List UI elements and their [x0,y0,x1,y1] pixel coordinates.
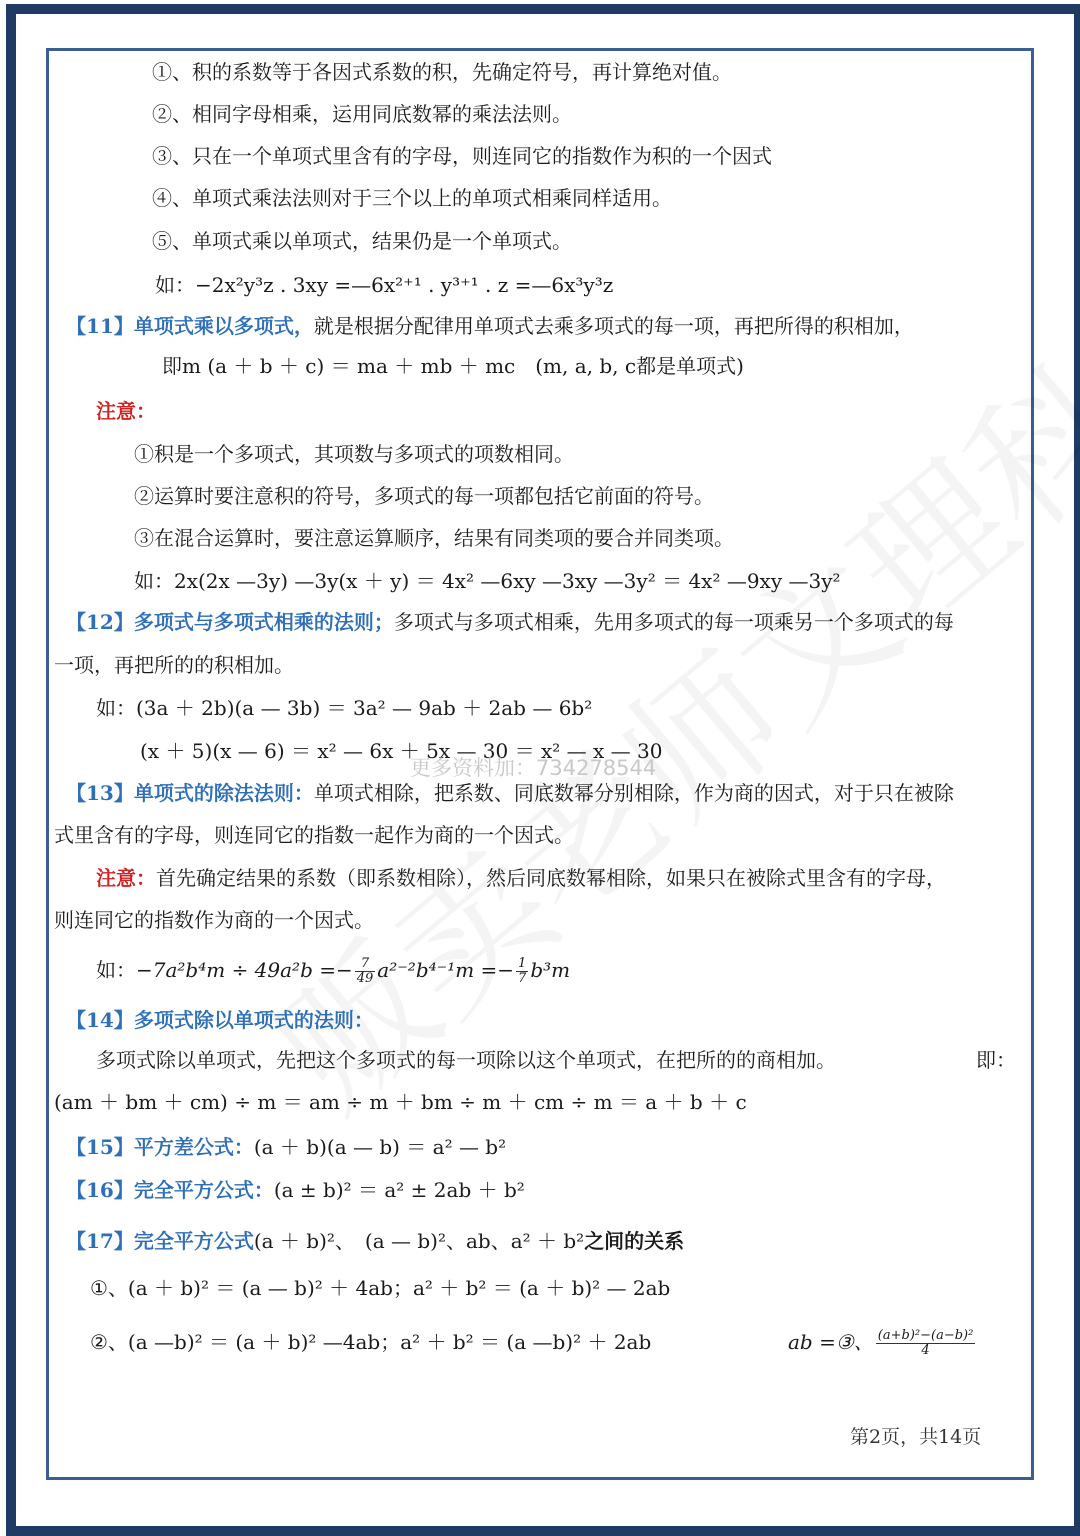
example-prefix: 如： [96,958,136,982]
section-12 [66,608,954,636]
example-rhs: b³m [530,958,571,982]
section-11 [66,312,914,340]
page-number-footer: 第2页，共14页 [850,1426,982,1448]
section-12-example-1: 如：(3a ＋ 2b)(a — 3b) ＝ 3a² — 9ab ＋ 2ab — 6b² [96,696,593,720]
section-13 [66,779,954,807]
section-17-title-formula: (a ＋ b)²、 (a — b)²、ab、a² ＋ b² [253,1229,585,1253]
section-17-item-3 [788,1322,977,1362]
section-12-title: 【12】多项式与多项式相乘的法则； [66,610,394,634]
section-15 [66,1133,506,1161]
section-17-item-1: ①、(a ＋ b)² ＝ (a — b)² ＋ 4ab；a² ＋ b² ＝ (a ＋ b)² — 2ab [90,1276,671,1300]
section-15-title: 【15】平方差公式： [66,1135,254,1159]
section-13-title: 【13】单项式的除法法则： [66,781,314,805]
section-16 [66,1176,525,1204]
section-13-note-2: 则连同它的指数作为商的一个因式。 [54,908,374,932]
section-14-ji: 即： [976,1048,1016,1072]
section-13-note [96,864,946,892]
rule-item-5: ⑤、单项式乘以单项式，结果仍是一个单项式。 [152,229,572,253]
example-mid: a²⁻²b⁴⁻¹m =− [377,958,515,982]
fraction-1-7 [516,957,528,986]
section-13-note-1: 首先确定结果的系数（即系数相除），然后同底数幂相除，如果只在被除式里含有的字母， [156,866,946,890]
contact-watermark: 更多资料加：734278544 [410,756,657,780]
section-12-text-2: 一项，再把所的的积相加。 [54,653,294,677]
section-17-title: 【17】完全平方公式 [66,1229,254,1253]
section-11-title: 【11】单项式乘以多项式， [66,314,314,338]
fraction-denominator: 4 [921,1343,930,1358]
rule-item-3: ③、只在一个单项式里含有的字母，则连同它的指数作为积的一个因式 [152,144,772,168]
section-11-note-2: ②运算时要注意积的符号，多项式的每一项都包括它前面的符号。 [134,484,714,508]
section-13-example [96,950,570,990]
section-14-text: 多项式除以单项式，先把这个多项式的每一项除以这个单项式，在把所的的商相加。 [96,1048,836,1072]
section-14-title: 【14】多项式除以单项式的法则： [66,1008,374,1032]
section-16-title: 【16】完全平方公式： [66,1178,274,1202]
rule-item-1: ①、积的系数等于各因式系数的积，先确定符号，再计算绝对值。 [152,60,732,84]
section-17-item-2: ②、(a —b)² ＝ (a ＋ b)² —4ab；a² ＋ b² ＝ (a —b)² ＋ 2ab [90,1330,652,1354]
section-17-title-tail: 之间的关系 [584,1229,685,1253]
fraction-ab [876,1329,976,1358]
rule-item-4: ④、单项式乘法法则对于三个以上的单项式相乘同样适用。 [152,186,672,210]
fraction-numerator: 7 [355,957,376,972]
section-16-formula: (a ± b)² ＝ a² ± 2ab ＋ b² [273,1178,525,1202]
section-13-text-1: 单项式相除，把系数、同底数幂分别相除，作为商的因式，对于只在被除 [313,781,954,805]
fraction-denominator: 7 [518,971,527,986]
section-11-note-label: 注意： [96,399,156,423]
item-3-lhs: ab =③、 [788,1330,874,1354]
fraction-numerator: (a+b)²−(a−b)² [877,1328,974,1343]
example-10: 如：−2x²y³z . 3xy =—6x²⁺¹ . y³⁺¹ . z =—6x³y³z [155,273,614,297]
section-14-formula: (am ＋ bm ＋ cm) ÷ m ＝ am ÷ m ＋ bm ÷ m ＋ cm ÷ m ＝ a ＋ b ＋ c [54,1090,747,1114]
example-lhs: −7a²b⁴m ÷ 49a²b =− [136,958,353,982]
section-11-example: 如：2x(2x —3y) —3y(x ＋ y) ＝ 4x² —6xy —3xy —3y² ＝ 4x² —9xy —3y² [134,569,841,593]
fraction-7-49 [355,957,376,986]
fraction-denominator: 49 [356,971,374,986]
section-17 [66,1227,684,1255]
section-13-text-2: 式里含有的字母，则连同它的指数一起作为商的一个因式。 [54,823,574,847]
section-11-note-3: ③在混合运算时，要注意运算顺序，结果有同类项的要合并同类项。 [134,526,734,550]
section-15-formula: (a ＋ b)(a — b) ＝ a² — b² [253,1135,507,1159]
rule-item-2: ②、相同字母相乘，运用同底数幂的乘法法则。 [152,102,572,126]
section-13-note-label: 注意： [96,866,156,890]
section-11-note-1: ①积是一个多项式，其项数与多项式的项数相同。 [134,442,574,466]
section-12-example-2: (x ＋ 5)(x — 6) ＝ x² — 6x ＋ 5x — 30 ＝ x² — x — 30 [140,739,663,763]
section-11-text: 就是根据分配律用单项式去乘多项式的每一项，再把所得的积相加， [313,314,914,338]
section-11-formula: 即m (a ＋ b ＋ c) ＝ ma ＋ mb ＋ mc (m, a, b, c都是单项式) [162,354,744,378]
section-12-text-1: 多项式与多项式相乘，先用多项式的每一项乘另一个多项式的每 [393,610,954,634]
fraction-numerator: 1 [518,956,527,971]
